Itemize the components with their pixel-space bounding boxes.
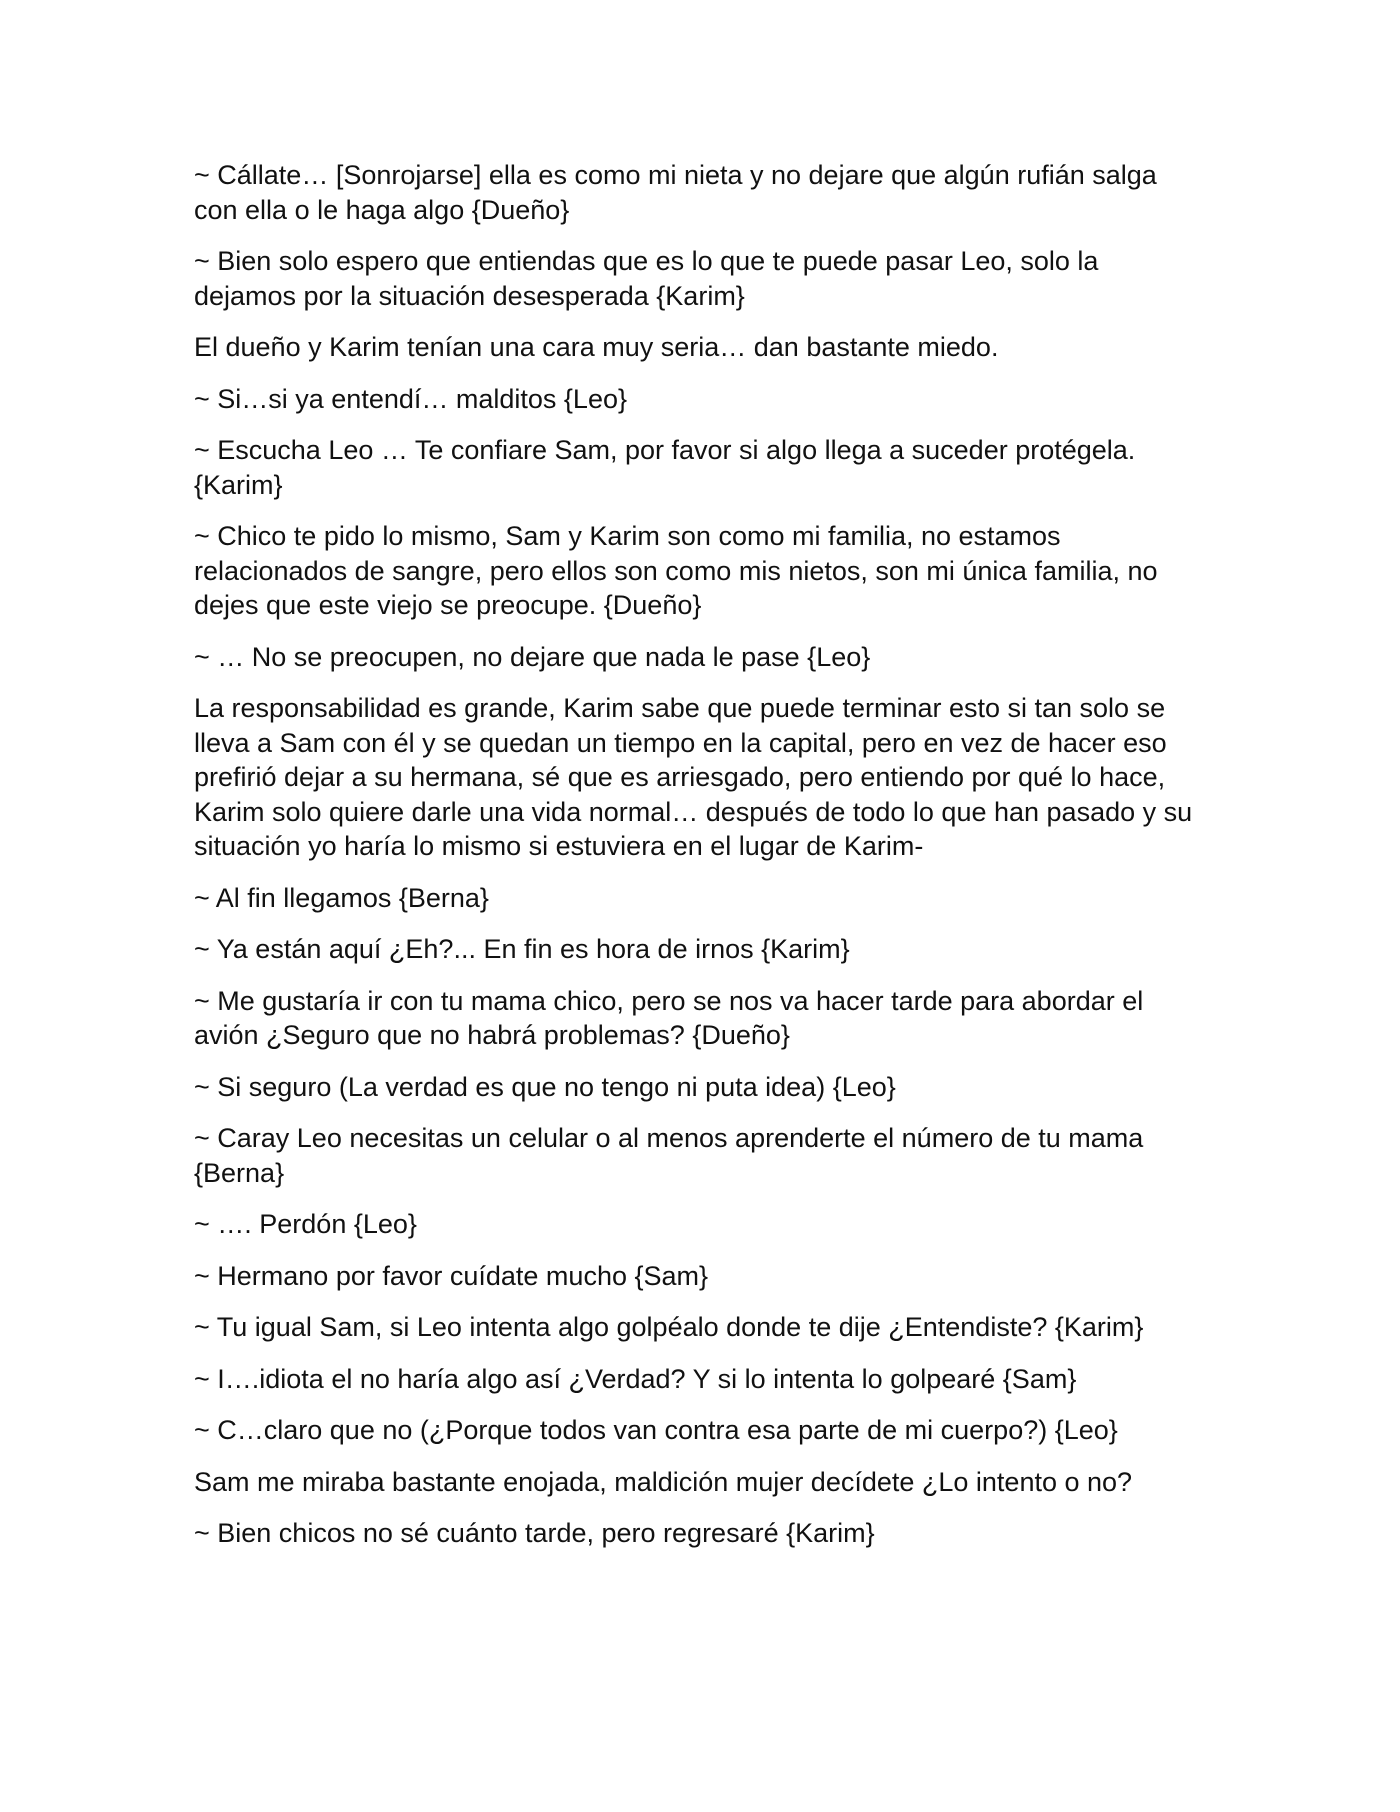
paragraph: El dueño y Karim tenían una cara muy seria… dan bastante miedo.	[194, 332, 999, 362]
paragraph: ~ Ya están aquí ¿Eh?... En fin es hora de irnos {Karim}	[194, 934, 850, 964]
paragraph: ~ I….idiota el no haría algo así ¿Verdad? Y si lo intenta lo golpearé {Sam}	[194, 1363, 1077, 1394]
paragraph: Sam me miraba bastante enojada, maldición mujer decídete ¿Lo intento o no?	[194, 1466, 1133, 1497]
paragraph: La responsabilidad es grande, Karim sabe que puede terminar esto si tan solo se lleva a Sam con él y se quedan un tiempo en la capital, pero en vez de hacer eso prefirió dejar a su hermana, sé que es arriesgado, pero entiendo por qué lo hace, Karim solo quiere darle una vida normal… después de todo lo que han pasado y su situación yo haría lo mismo si estuviera en el lugar de Karim-	[194, 693, 1193, 861]
paragraph: ~ Hermano por favor cuídate mucho {Sam}	[194, 1260, 709, 1291]
paragraph: ~ … No se preocupen, no dejare que nada le pase {Leo}	[194, 641, 871, 672]
paragraph: ~ …. Perdón {Leo}	[194, 1209, 417, 1239]
document-body	[194, 158, 1204, 1568]
paragraph: ~ Al fin llegamos {Berna}	[194, 882, 489, 913]
paragraph: ~ Si…si ya entendí… malditos {Leo}	[194, 383, 628, 414]
paragraph: ~ Si seguro (La verdad es que no tengo ni puta idea) {Leo}	[194, 1071, 896, 1102]
paragraph: ~ Tu igual Sam, si Leo intenta algo golpéalo donde te dije ¿Entendiste? {Karim}	[194, 1312, 1144, 1342]
paragraph: ~ Caray Leo necesitas un celular o al menos aprenderte el número de tu mama {Berna}	[194, 1123, 1144, 1188]
paragraph: ~ Escucha Leo … Te confiare Sam, por favor si algo llega a suceder protégela. {Karim}	[194, 435, 1136, 500]
paragraph: ~ Chico te pido lo mismo, Sam y Karim son como mi familia, no estamos relacionados de sangre, pero ellos son como mis nietos, son mi única familia, no dejes que este viejo se preocupe. {Dueño}	[194, 521, 1158, 620]
paragraph: ~ Bien solo espero que entiendas que es lo que te puede pasar Leo, solo la dejamos por la situación desesperada {Karim}	[194, 246, 1099, 311]
paragraph: ~ Bien chicos no sé cuánto tarde, pero regresaré {Karim}	[194, 1518, 875, 1548]
paragraph: ~ Cállate… [Sonrojarse] ella es como mi nieta y no dejare que algún rufián salga con ella o le haga algo {Dueño}	[194, 160, 1157, 225]
paragraph: ~ Me gustaría ir con tu mama chico, pero se nos va hacer tarde para abordar el avión ¿Seguro que no habrá problemas? {Dueño}	[194, 985, 1144, 1050]
paragraph: ~ C…claro que no (¿Porque todos van contra esa parte de mi cuerpo?) {Leo}	[194, 1415, 1118, 1445]
